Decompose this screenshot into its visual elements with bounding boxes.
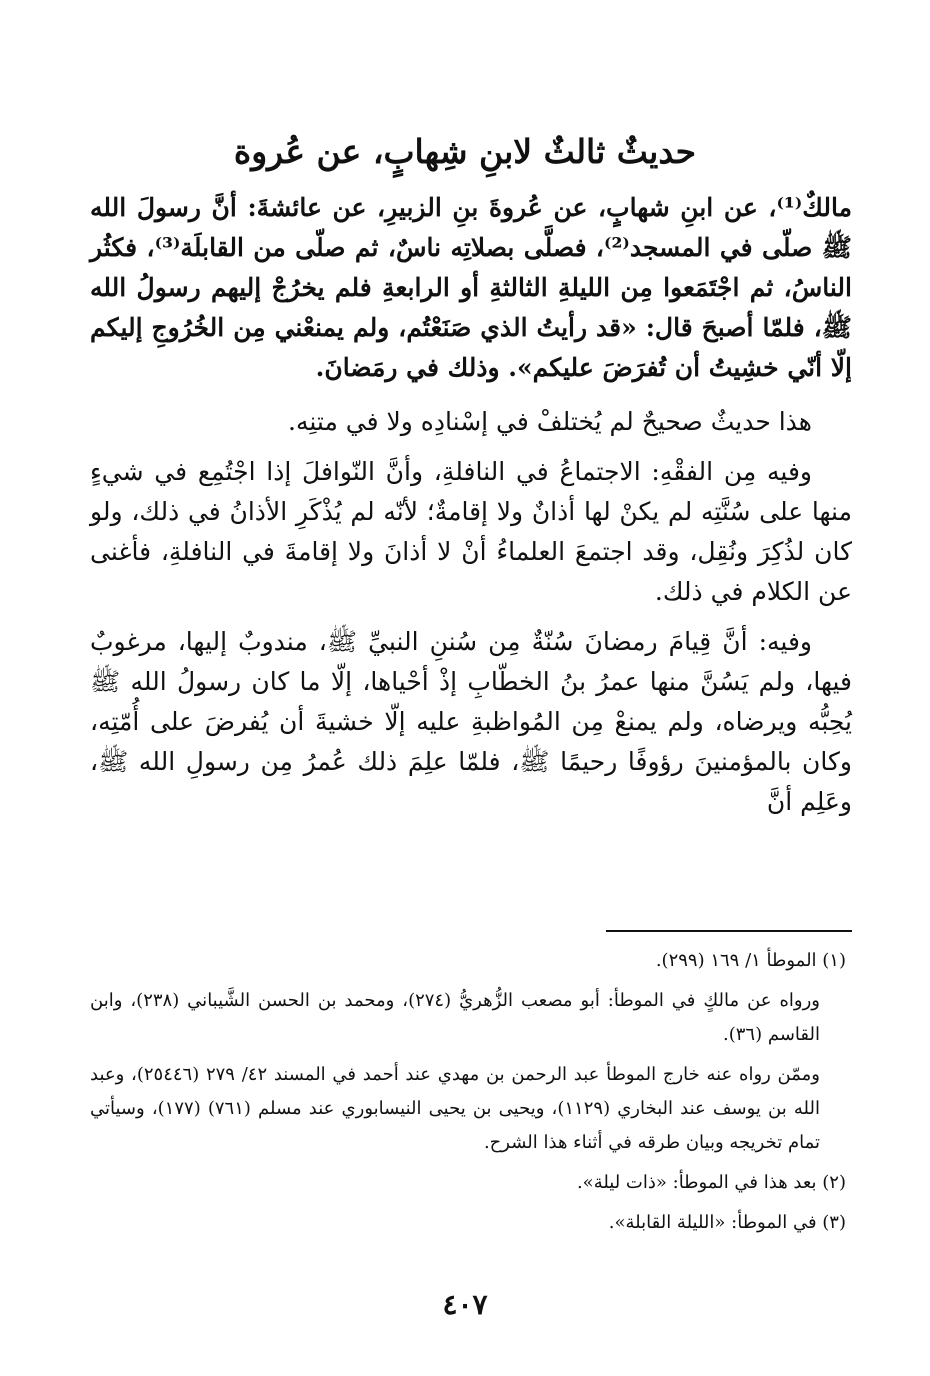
footnote-1: (١) الموطأ ١/ ١٦٩ (٢٩٩). bbox=[655, 950, 846, 971]
main-text bbox=[90, 188, 852, 832]
footnote-1-note-a: ورواه عن مالكٍ في الموطأ: أبو مصعب الزُّهريُّ (٢٧٤)، ومحمد بن الحسن الشَّيباني (٢٣٨)، وابن القاسم (٣٦). bbox=[90, 990, 820, 1045]
hadith-text: مالكٌ⁽¹⁾، عن ابنِ شهابٍ، عن عُروةَ بنِ الزبيرِ، عن عائشةَ: أنَّ رسولَ الله ﷺ صلّى في المسجد⁽²⁾، فصلَّى بصلاتِه ناسٌ، ثم صلّى من القابلَة⁽³⁾، فكثُر الناسُ، ثم اجْتَمَعوا مِن الليلةِ الثالثةِ أو الرابعةِ فلم يخرُجْ إليهم رسولُ الله ﷺ، فلمّا أصبحَ قال: «قد رأيتُ الذي صَنَعْتُم، ولم يمنعْني مِن الخُرُوجِ إليكم إلّا أنّي خشِيتُ أن تُفرَضَ عليكم». وذلك في رمَضانَ. bbox=[90, 193, 852, 382]
section-title: حديثٌ ثالثٌ لابنِ شِهابٍ، عن عُروة bbox=[233, 132, 697, 172]
footnote-1-note-b: وممّن رواه عنه خارج الموطأ عبد الرحمن بن مهدي عند أحمد في المسند ٤٢/ ٢٧٩ (٢٥٤٤٦)، وعبد الله بن يوسف عند البخاري (١١٢٩)، ويحيى بن يحيى النيسابوري عند مسلم (٧٦١) (١٧٧)، وسيأتي تمام تخريجه وبيان طرقه في أثناء هذا الشرح. bbox=[90, 1064, 820, 1153]
commentary-paragraph-1: هذا حديثٌ صحيحٌ لم يُختلفْ في إسْنادِه ولا في متنِه. bbox=[288, 407, 812, 436]
page-number: ٤٠٧ bbox=[442, 1288, 488, 1321]
commentary-paragraph-2: وفيه مِن الفقْهِ: الاجتماعُ في النافلةِ، وأنَّ النّوافلَ إذا اجْتُمِع في شيءٍ منها على سُنَّتِه لم يكنْ لها أذانٌ ولا إقامةٌ؛ لأنّه لم يُذْكَرِ الأذانُ في ذلك، ولو كان لذُكِرَ ونُقِل، وقد اجتمعَ العلماءُ أنْ لا أذانَ ولا إقامةَ في النافلةِ، فأغنى عن الكلام في ذلك. bbox=[90, 457, 852, 606]
commentary-paragraph-3: وفيه: أنَّ قِيامَ رمضانَ سُنّةٌ مِن سُننِ النبيِّ ﷺ، مندوبٌ إليها، مرغوبٌ فيها، ولم يَسُنَّ منها عمرُ بنُ الخطّابِ إذْ أحْياها، إلّا ما كان رسولُ الله ﷺ يُحِبُّه ويرضاه، ولم يمنعْ مِن المُواظبةِ عليه إلّا خشيةَ أن يُفرضَ على أُمّتِه، وكان بالمؤمنينَ رؤوفًا رحيمًا ﷺ، فلمّا علِمَ ذلك عُمرُ مِن رسولِ الله ﷺ، وعَلِم أنَّ bbox=[90, 627, 852, 816]
footnotes bbox=[90, 944, 846, 1246]
footnote-divider bbox=[606, 930, 852, 932]
footnote-3: (٣) في الموطأ: «الليلة القابلة». bbox=[608, 1212, 846, 1233]
footnote-2: (٢) بعد هذا في الموطأ: «ذات ليلة». bbox=[576, 1172, 846, 1193]
